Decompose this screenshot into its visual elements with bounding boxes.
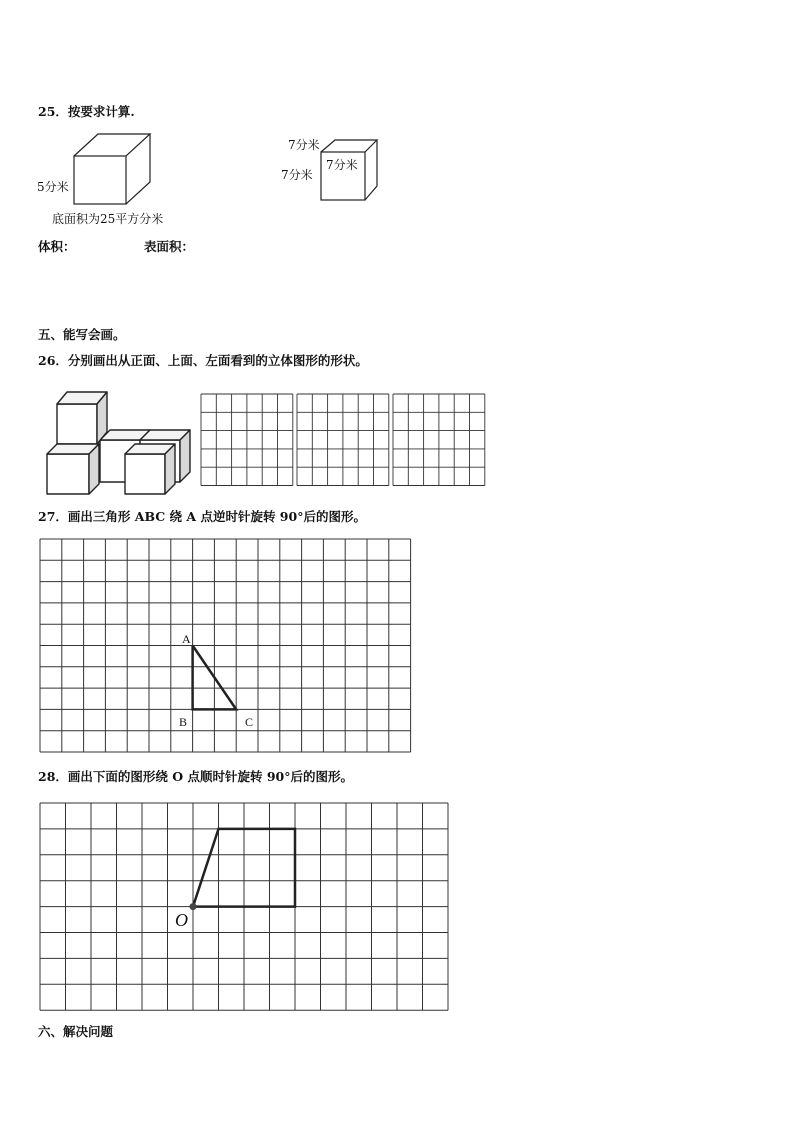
section6-title: 六、解决问题 xyxy=(38,1024,114,1039)
cuboid-base-label: 底面积为25平方分米 xyxy=(52,212,164,226)
surface-area-label: 表面积： xyxy=(144,239,195,254)
rotation-grid-28[interactable] xyxy=(40,803,450,1013)
cuboid-figure xyxy=(60,130,180,210)
rotation-grid-27[interactable] xyxy=(40,539,420,756)
view-grid-left[interactable] xyxy=(393,394,488,489)
view-grid-front[interactable] xyxy=(201,394,296,489)
point-c-label: C xyxy=(245,715,254,729)
point-a-label: A xyxy=(182,632,191,646)
view-grid-top[interactable] xyxy=(297,394,392,489)
cube-figure xyxy=(318,138,398,208)
point-o-label: O xyxy=(175,910,188,930)
cube-top-label: 7分米 xyxy=(288,138,320,152)
cube-stack-figure xyxy=(42,386,202,498)
q26-title: 26．分别画出从正面、上面、左面看到的立体图形的形状。 xyxy=(38,353,368,368)
point-b-label: B xyxy=(179,715,188,729)
cube-front-label: 7分米 xyxy=(326,158,358,172)
cube-left-label: 7分米 xyxy=(281,168,313,182)
point-o-dot xyxy=(190,903,197,910)
q28-title: 28．画出下面的图形绕 O 点顺时针旋转 90°后的图形。 xyxy=(38,769,353,784)
section5-title: 五、能写会画。 xyxy=(38,327,126,342)
q27-title: 27．画出三角形 ABC 绕 A 点逆时针旋转 90°后的图形。 xyxy=(38,509,366,524)
q25-title: 25．按要求计算. xyxy=(38,104,135,119)
cuboid-height-label: 5分米 xyxy=(37,180,69,194)
volume-label: 体积： xyxy=(38,239,76,254)
